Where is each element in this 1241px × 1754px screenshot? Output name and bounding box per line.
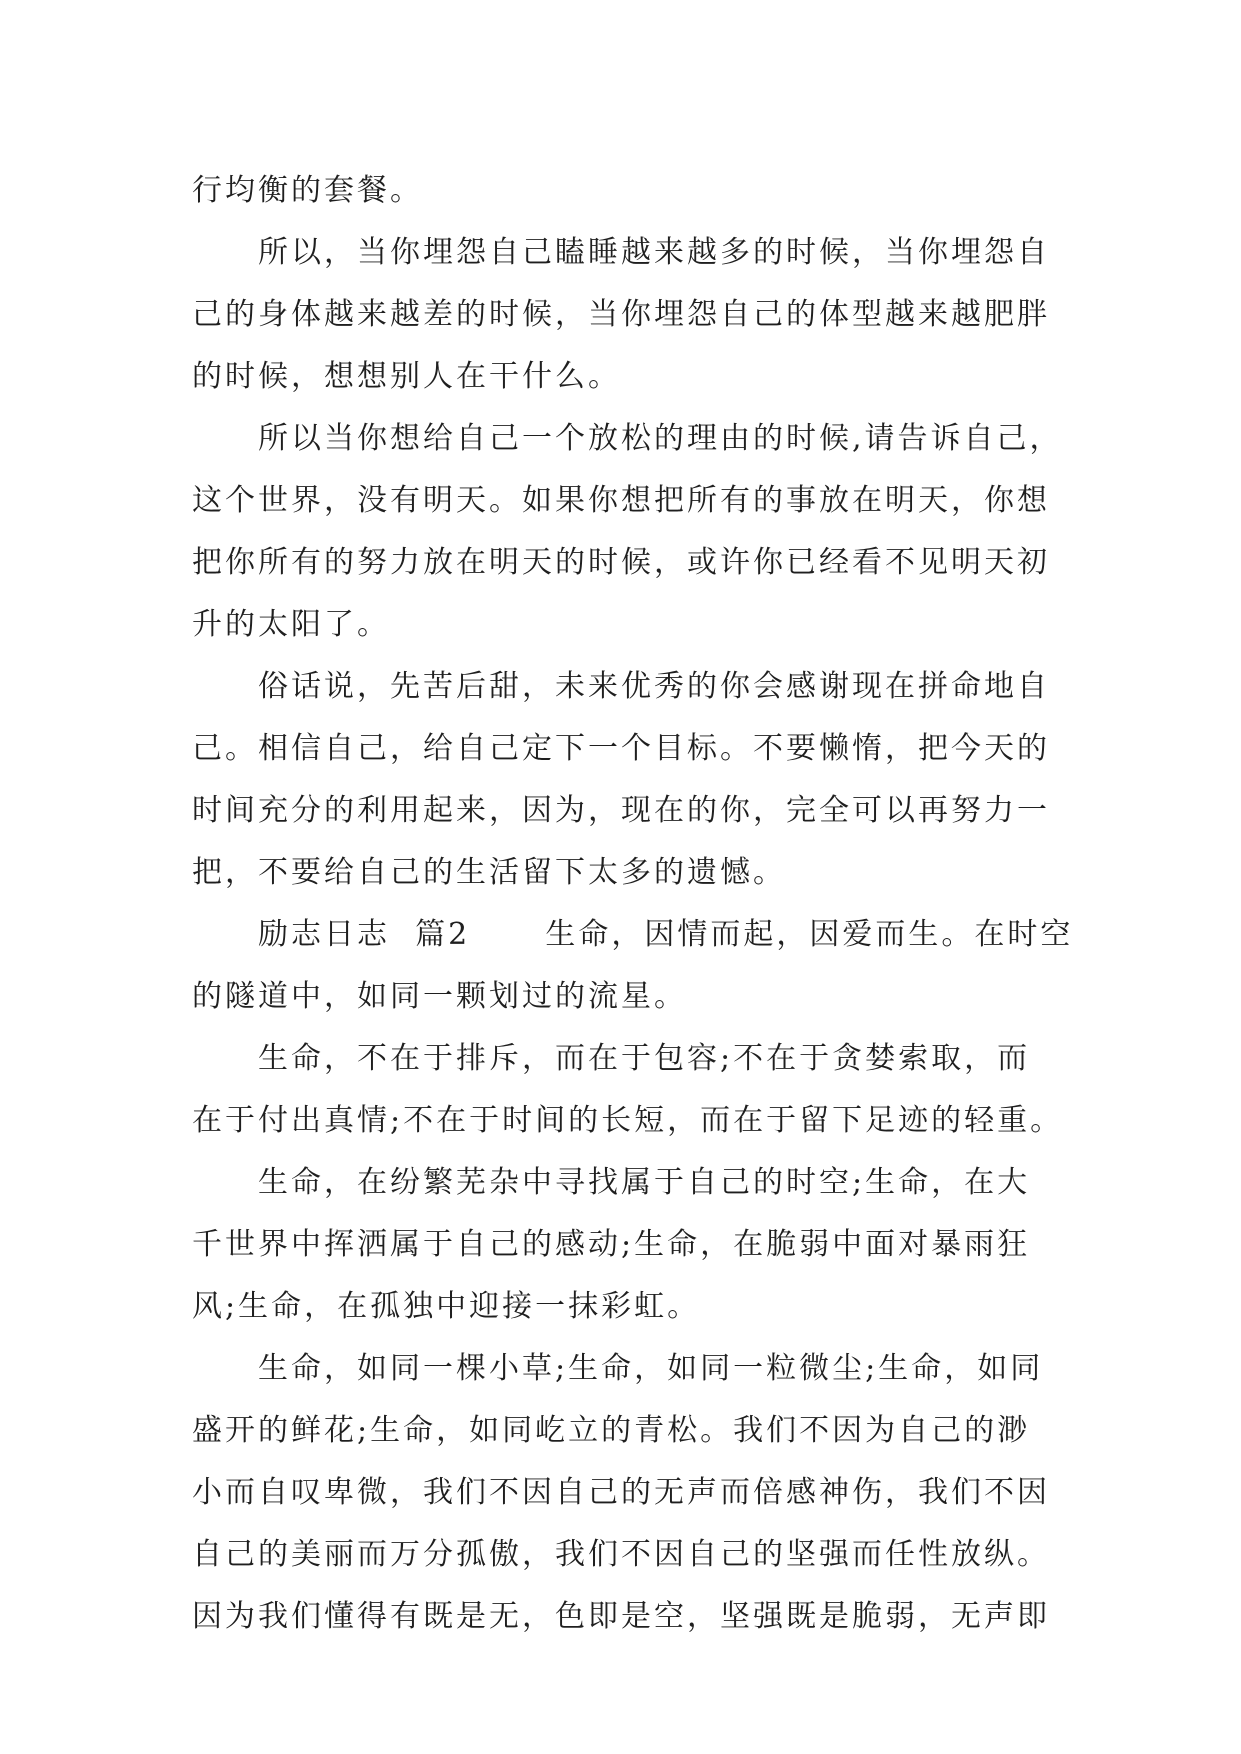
text-line: 在于付出真情;不在于时间的长短，而在于留下足迹的轻重。: [192, 1103, 1064, 1138]
text-line: 俗话说，先苦后甜，未来优秀的你会感谢现在拼命地自: [258, 669, 1050, 704]
text-line: 行均衡的套餐。: [192, 173, 423, 208]
text-line: 的隧道中，如同一颗划过的流星。: [192, 979, 687, 1014]
text-line: 风;生命，在孤独中迎接一抹彩虹。: [192, 1289, 701, 1324]
text-line: 小而自叹卑微，我们不因自己的无声而倍感神伤，我们不因: [192, 1475, 1050, 1510]
text-line: 所以，当你埋怨自己瞌睡越来越多的时候，当你埋怨自: [258, 235, 1050, 270]
text-line: 生命，如同一棵小草;生命，如同一粒微尘;生命，如同: [258, 1351, 1044, 1386]
text-line: 自己的美丽而万分孤傲，我们不因自己的坚强而任性放纵。: [192, 1537, 1050, 1572]
text-line: 这个世界，没有明天。如果你想把所有的事放在明天，你想: [192, 483, 1050, 518]
text-line: 千世界中挥洒属于自己的感动;生命，在脆弱中面对暴雨狂: [192, 1227, 1031, 1262]
text-line: 时间充分的利用起来，因为，现在的你，完全可以再努力一: [192, 793, 1050, 828]
text-line: 的时候，想想别人在干什么。: [192, 359, 621, 394]
text-line: 所以当你想给自己一个放松的理由的时候,请告诉自己，: [258, 421, 1063, 456]
text-line: 把你所有的努力放在明天的时候，或许你已经看不见明天初: [192, 545, 1050, 580]
text-line: 生命，在纷繁芜杂中寻找属于自己的时空;生命，在大: [258, 1165, 1031, 1200]
text-line: 生命，不在于排斥，而在于包容;不在于贪婪索取，而: [258, 1041, 1031, 1076]
text-line: 升的太阳了。: [192, 607, 390, 642]
document-body: [192, 160, 1072, 1648]
text-line: 因为我们懂得有既是无，色即是空，坚强既是脆弱，无声即: [192, 1599, 1050, 1634]
text-line: 盛开的鲜花;生命，如同屹立的青松。我们不因为自己的渺: [192, 1413, 1031, 1448]
text-line: 己。相信自己，给自己定下一个目标。不要懒惰，把今天的: [192, 731, 1050, 766]
text-line: 己的身体越来越差的时候，当你埋怨自己的体型越来越肥胖: [192, 297, 1050, 332]
section-heading-line: 励志日志 篇2 生命，因情而起，因爱而生。在时空: [258, 917, 1074, 952]
text-line: 把，不要给自己的生活留下太多的遗憾。: [192, 855, 786, 890]
